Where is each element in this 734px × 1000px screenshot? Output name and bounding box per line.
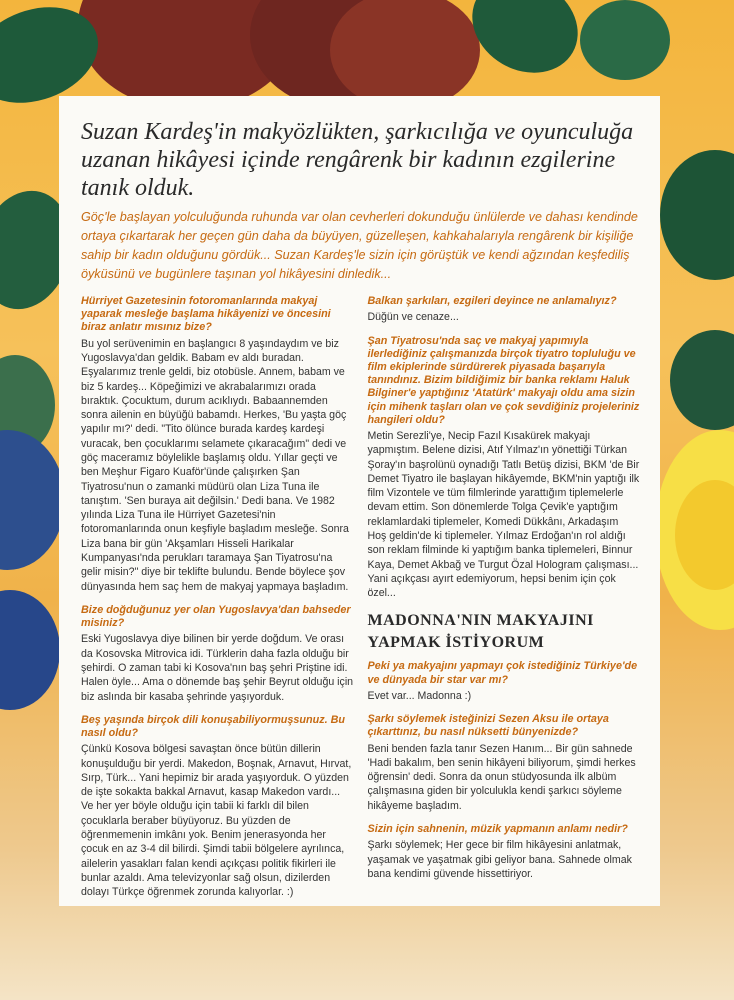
question: Şarkı söylemek isteğinizi Sezen Aksu ile ortaya çıkarttınız, bu nasıl nüksetti bünyenizde? bbox=[367, 713, 609, 739]
answer: Metin Serezli'ye, Necip Fazıl Kısakürek makyajı yapmıştım. Belene dizisi, Atıf Yılmaz'ın yönettiği Türkan Şoray'ın başrolünü oynadığı Tatlı Betüş dizisi, BKM 'de Bir Demet Tiyatro ile başlayan hikâyemde, BKM'nin yaptığı ilk film Vizontele ve tüm filmlerinde yarattığım tiplemelerle devam ettim. Son dönemlerde Tolga Çevik'e yaptığım reklamlardaki tiplemeler, Komedi Dükkânı, Arkadaşım Hoş geldin'de ki tiplemeler. Yılmaz Erdoğan'ın rol aldığı son reklam filminde ki yaptığım banka tiplemeleri, Binnur Kaya, Demet Akbağ ve Turgut Özal Hologram çalışması... Yani açıkçası ayırt edemiyorum, hepsi benim için çok özel... bbox=[367, 429, 640, 600]
decorative-leaf bbox=[660, 150, 734, 280]
question: Şan Tiyatrosu'nda saç ve makyaj yapımıyla ilerlediğiniz çalışmanızda birçok tiyatro topluluğu ve film ekiplerinde sürdürerek piyasada başarıyla tanındınız. Bizim bildiğimiz bir banka reklamı Haluk Bilginer'e yaptığınız 'Atatürk' makyajı oldu ama sizin için mihenk taşları olan ve çok sevdiğiniz projeleriniz hangileri oldu? bbox=[367, 334, 640, 426]
answer: Eski Yugoslavya diye bilinen bir yerde doğdum. Ve orası da Kosovska Mitrovica idi. Türklerin daha fazla olduğu bir şehirdi. O zaman tabi ki Kosova'nın baş şehri Priştine idi. Halen öyle... Ama o dönemde baş şehir Beyrut olduğu için biz aslında bir kasaba şehrinde yaşıyorduk. bbox=[81, 633, 354, 703]
decorative-fruit bbox=[0, 590, 60, 710]
article-headline: Suzan Kardeş'in makyözlükten, şarkıcılığa ve oyunculuğa uzanan hikâyesi içinde rengârenk bir kadının ezgilerine tanık olduk. bbox=[81, 119, 634, 201]
left-column bbox=[81, 295, 354, 910]
question: Peki ya makyajını yapmayı çok istediğiniz Türkiye'de ve dünyada bir star var mı? bbox=[367, 660, 638, 686]
question: Sizin için sahnenin, müzik yapmanın anlamı nedir? bbox=[367, 823, 628, 836]
right-column bbox=[368, 295, 641, 910]
answer: Beni benden fazla tanır Sezen Hanım... Bir gün sahnede 'Hadi bakalım, ben senin hikâyeni biliyorum, şimdi herkes öğrensin' dedi. Sonra da onun stüdyosunda ilk albüm çalışmasına giden bir yolculukla kendi şarkıcı söyleme hikâyeme başladım. bbox=[367, 742, 636, 812]
question: Beş yaşında birçok dili konuşabiliyormuşsunuz. Bu nasıl oldu? bbox=[81, 713, 345, 740]
decorative-leaf bbox=[670, 330, 734, 430]
article-intro: Göç'le başlayan yolculuğunda ruhunda var olan cevherleri dokunduğu ünlülerde ve dahası kendinde ortaya çıkartarak her geçen gün daha da büyüyen, güzelleşen, kahkahalarıyla rengârenk bir kişiliğe sahip bir kadın olduğunu gördük... Suzan Kardeş'le sizin için görüştük ve kendi ağzından keşfediliş öyküsünü ve bugünlere taşınan yol hikâyesini dinledik... bbox=[81, 210, 638, 281]
article-body bbox=[81, 295, 640, 910]
question: Hürriyet Gazetesinin fotoromanlarında makyaj yaparak mesleğe başlama hikâyenizi ve öncesini biraz anlatır mısınız bize? bbox=[81, 295, 331, 334]
decorative-leaf bbox=[580, 0, 670, 80]
decorative-fruit bbox=[330, 0, 480, 110]
question: Bize doğduğunuz yer olan Yugoslavya'dan bahseder misiniz? bbox=[81, 603, 351, 630]
decorative-fruit bbox=[0, 430, 65, 570]
answer: Şarkı söylemek; Her gece bir film hikâyesini anlatmak, yaşamak ve yaşatmak gibi geliyor bana. Sahnede olmak bana kendimi güvende hissettiriyor. bbox=[367, 839, 632, 880]
answer: Düğün ve cenaze... bbox=[367, 311, 459, 324]
question: Balkan şarkıları, ezgileri deyince ne anlamalıyız? bbox=[367, 295, 617, 307]
answer: Bu yol serüvenimin en başlangıcı 8 yaşındaydım ve biz Yugoslavya'dan geldik. Babam ev aldı buradan. Eşyalarımız trenle geldi, biz otobüsle. Annem, babam ve biz 5 kardeş... Köpeğimizi ve akrabalarımızı orada bıraktık. Çocuktum, durum acıklıydı. Babaannemden sonra ailenin en büyüğü babamdı. Herkes, 'Bu yaşta göç yapılır mı?' dedi. "Tito ölünce burada kardeş kardeşi vuracak, ben çocuklarımı selamete çıkaracağım" dedi ve göç maceramız böylelikle başlamış oldu. Yıllar geçti ve ben Meşhur Figaro Kuaför'ünde çalışırken Şan Tiyatrosu'nun o zamanki müdürü olan Liza Tuna ile tanıştım. 'Sen buraya ait değilsin.' Dedi bana. Ve 1982 yılında Liza Tuna ile Hürriyet Gazetesi'nin fotoromanlarında onun keşfiyle başladım mesleğe. Sonra Liza bana bir gün 'Akşamları Hisseli Harikalar Kumpanyası'nda perukları taramaya Şan Tiyatrosu'na gelir misin?" diye bir teklifte bulundu. Bende böylece şov dünyasında hem saç hem de makyaj yapmaya başladım. bbox=[81, 337, 349, 593]
article-card bbox=[59, 96, 660, 906]
section-subheading: MADONNA'NIN MAKYAJINI YAPMAK İSTİYORUM bbox=[367, 612, 594, 652]
answer: Çünkü Kosova bölgesi savaştan önce bütün dillerin konuşulduğu bir yerdi. Makedon, Boşnak, Arnavut, Hırvat, Sırp, Türk... Yani hepimiz bir arada yaşıyorduk. O yüzden de işte sokakta bakkal Arnavut, kasap Makedon vardı... Ve her yer böyle olduğu için tabii ki farklı dil bilen çocuklarla beraber büyüyoruz. Bu yüzden de öğrenmemenin imkânı yok. Benim jenerasyonda her çocuk en az 3-4 dil bilirdi. Şimdi tabii bölgelere ayrılınca, ailelerin yasakları falan kendi açıkçası politik fikirleri ile bunlar azaldı. Ama televizyonlar sağ olsun, dizilerden dolayı Türkçe öğrenmek zorunda kalıyorlar. :) bbox=[81, 743, 352, 899]
answer: Evet var... Madonna :) bbox=[367, 689, 472, 702]
